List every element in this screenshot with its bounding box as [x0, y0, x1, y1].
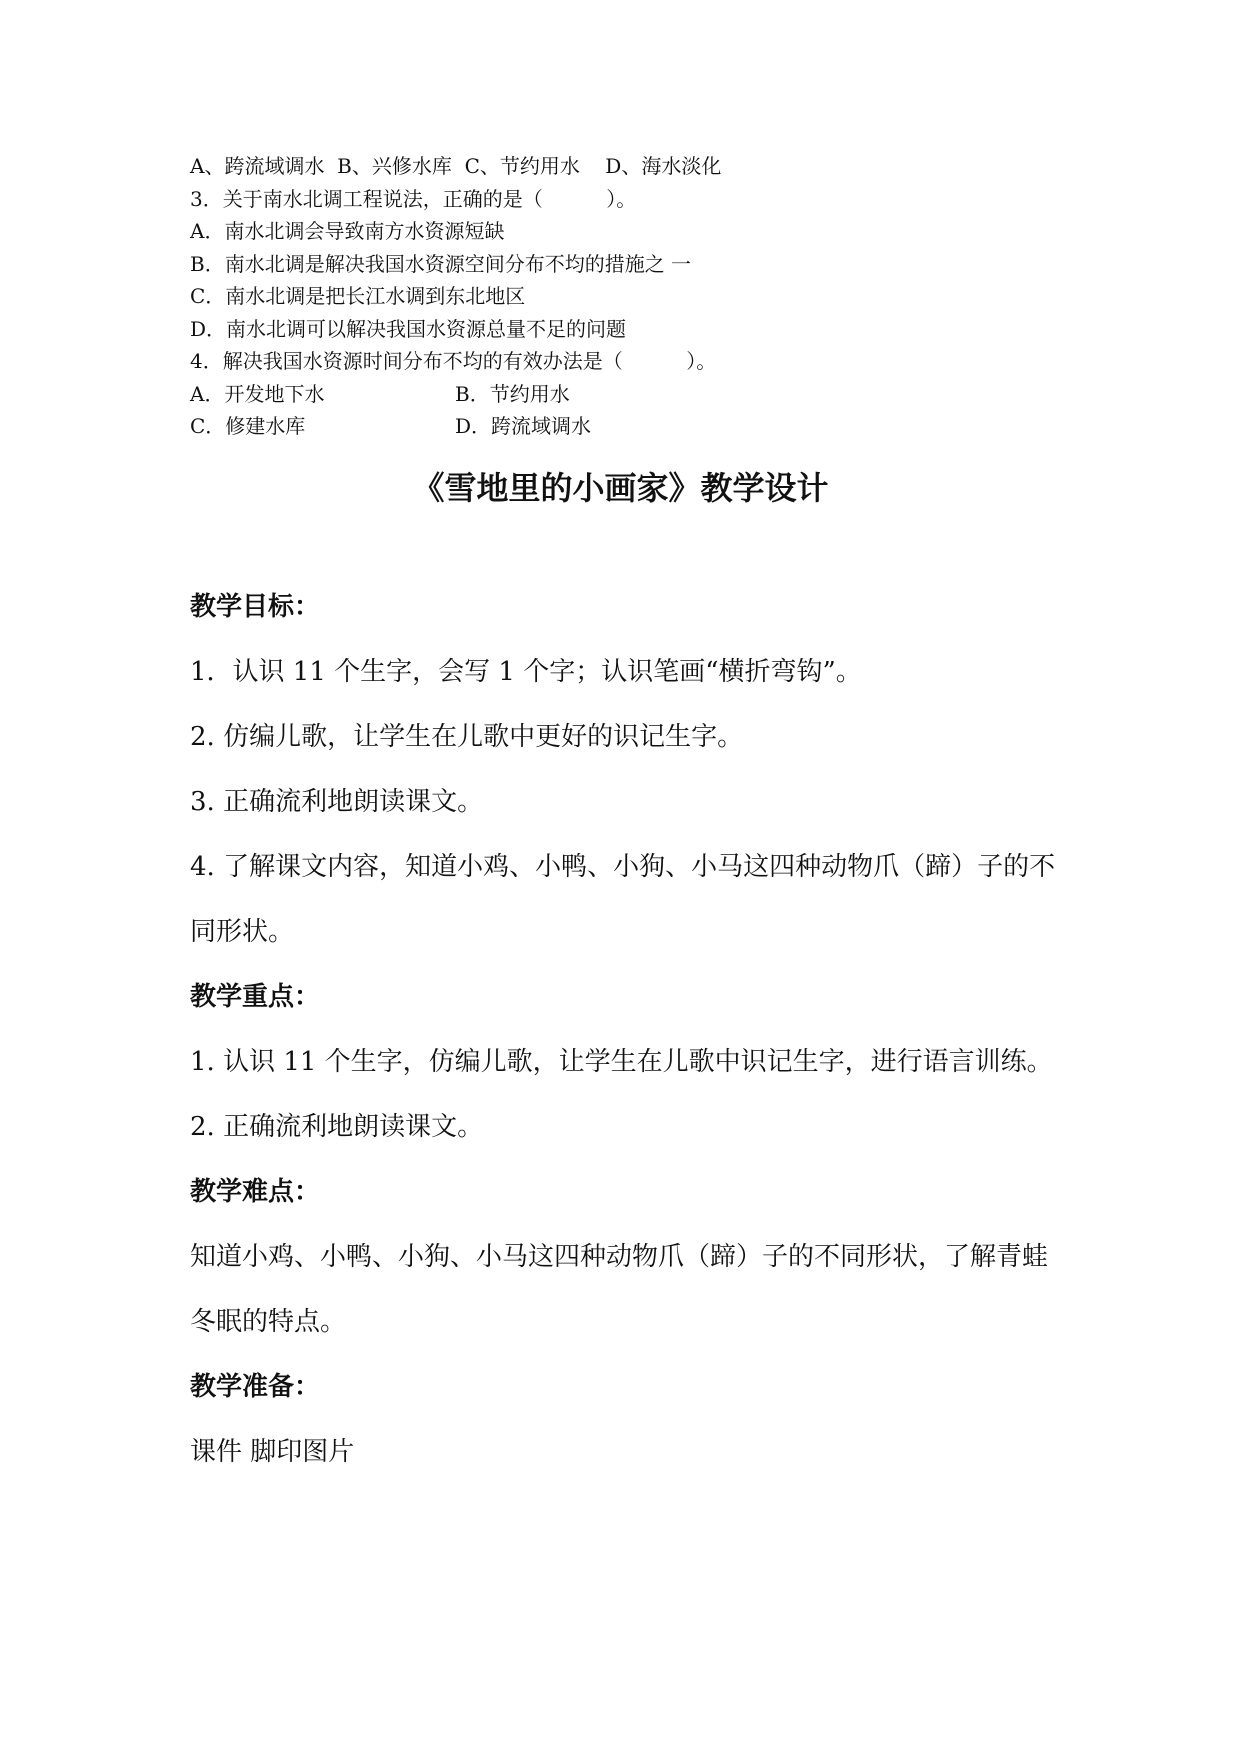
quiz-section	[190, 150, 1090, 443]
question-4-option-b: B．节约用水	[455, 381, 570, 406]
lesson-body	[190, 575, 1070, 1485]
question-4-option-c: C．修建水库	[190, 414, 306, 438]
question-3-stem: 3．关于南水北调工程说法，正确的是（ ）。	[190, 186, 637, 211]
objective-item-1: 1．认识 11 个生字，会写 1 个字；认识笔画“横折弯钩”。	[190, 657, 862, 687]
key-point-item-1: 1. 认识 11 个生字，仿编儿歌，让学生在儿歌中识记生字，进行语言训练。	[190, 1047, 1053, 1077]
question-3-option-c: C．南水北调是把长江水调到东北地区	[190, 284, 526, 308]
objective-item-2: 2. 仿编儿歌，让学生在儿歌中更好的识记生字。	[190, 722, 744, 752]
key-points-heading: 教学重点：	[190, 982, 321, 1012]
question-4-options-row-1	[190, 378, 1090, 411]
objective-item-4: 4. 了解课文内容，知道小鸡、小鸭、小狗、小马这四种动物爪（蹄）子的不同形状。	[190, 852, 1056, 947]
preparation-heading: 教学准备：	[190, 1372, 321, 1402]
preparation-text: 课件 脚印图片	[190, 1437, 355, 1467]
question-4-options-row-2	[190, 410, 1090, 443]
difficulties-heading: 教学难点：	[190, 1177, 321, 1207]
objective-item-3: 3. 正确流利地朗读课文。	[190, 787, 484, 817]
question-3-option-b: B．南水北调是解决我国水资源空间分布不均的措施之 一	[190, 251, 692, 276]
difficulties-text: 知道小鸡、小鸭、小狗、小马这四种动物爪（蹄）子的不同形状，了解青蛙冬眠的特点。	[190, 1242, 1049, 1337]
lesson-title: 《雪地里的小画家》教学设计	[412, 469, 829, 507]
question-3-option-a: A．南水北调会导致南方水资源短缺	[190, 219, 505, 243]
key-point-item-2: 2. 正确流利地朗读课文。	[190, 1112, 484, 1142]
question-4-option-d: D．跨流域调水	[455, 414, 592, 438]
question-4-stem: 4．解决我国水资源时间分布不均的有效办法是（ ）。	[190, 349, 717, 373]
question-4-option-a: A．开发地下水	[190, 381, 325, 406]
objectives-heading: 教学目标：	[190, 592, 321, 622]
question-2-options: A、跨流域调水 B、兴修水库 C、节约用水 D、海水淡化	[190, 154, 722, 178]
question-3-option-d: D．南水北调可以解决我国水资源总量不足的问题	[190, 316, 627, 341]
